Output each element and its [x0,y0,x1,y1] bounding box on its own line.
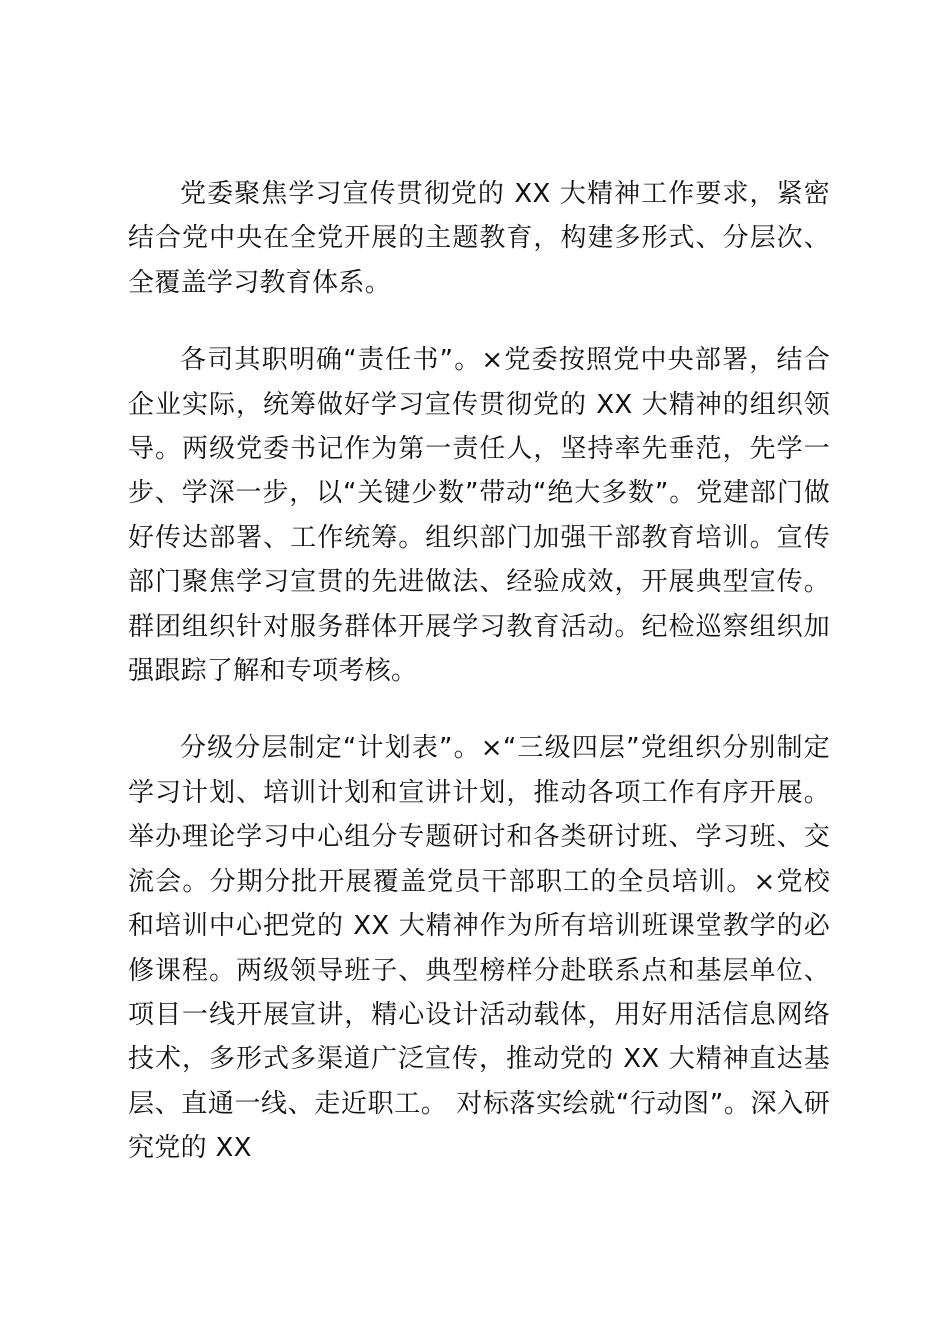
paragraph-plan: 分级分层制定“计划表”。×“三级四层”党组织分别制定学习计划、培训计划和宣讲计划，推动各项工作有序开展。举办理论学习中心组分专题研讨和各类研讨班、学习班、交流会。分期分批开展覆盖党员干部职工的全员培训。×党校和培训中心把党的 XX 大精神作为所有培训班课堂教学的必修课程。两级领导班子、典型榜样分赴联系点和基层单位、项目一线开展宣讲，精心设计活动载体，用好用活信息网络技术，多形式多渠道广泛宣传，推动党的 XX 大精神直达基层、直通一线、走近职工。 对标落实绘就“行动图”。深入研究党的 XX [128,733,830,1164]
paragraph-responsibility: 各司其职明确“责任书”。×党委按照党中央部署，结合企业实际，统筹做好学习宣传贯彻党的 XX 大精神的组织领导。两级党委书记作为第一责任人，坚持率先垂范，先学一步、学深一步，以“关键少数”带动“绝大多数”。党建部门做好传达部署、工作统筹。组织部门加强干部教育培训。宣传部门聚焦学习宣贯的先进做法、经验成效，开展典型宣传。群团组织针对服务群体开展学习教育活动。纪检巡察组织加强跟踪了解和专项考核。 [128,345,830,687]
paragraph-study-system: 党委聚焦学习宣传贯彻党的 XX 大精神工作要求，紧密结合党中央在全党开展的主题教育，构建多形式、分层次、全覆盖学习教育体系。 [128,179,830,298]
document-body [128,172,830,1171]
